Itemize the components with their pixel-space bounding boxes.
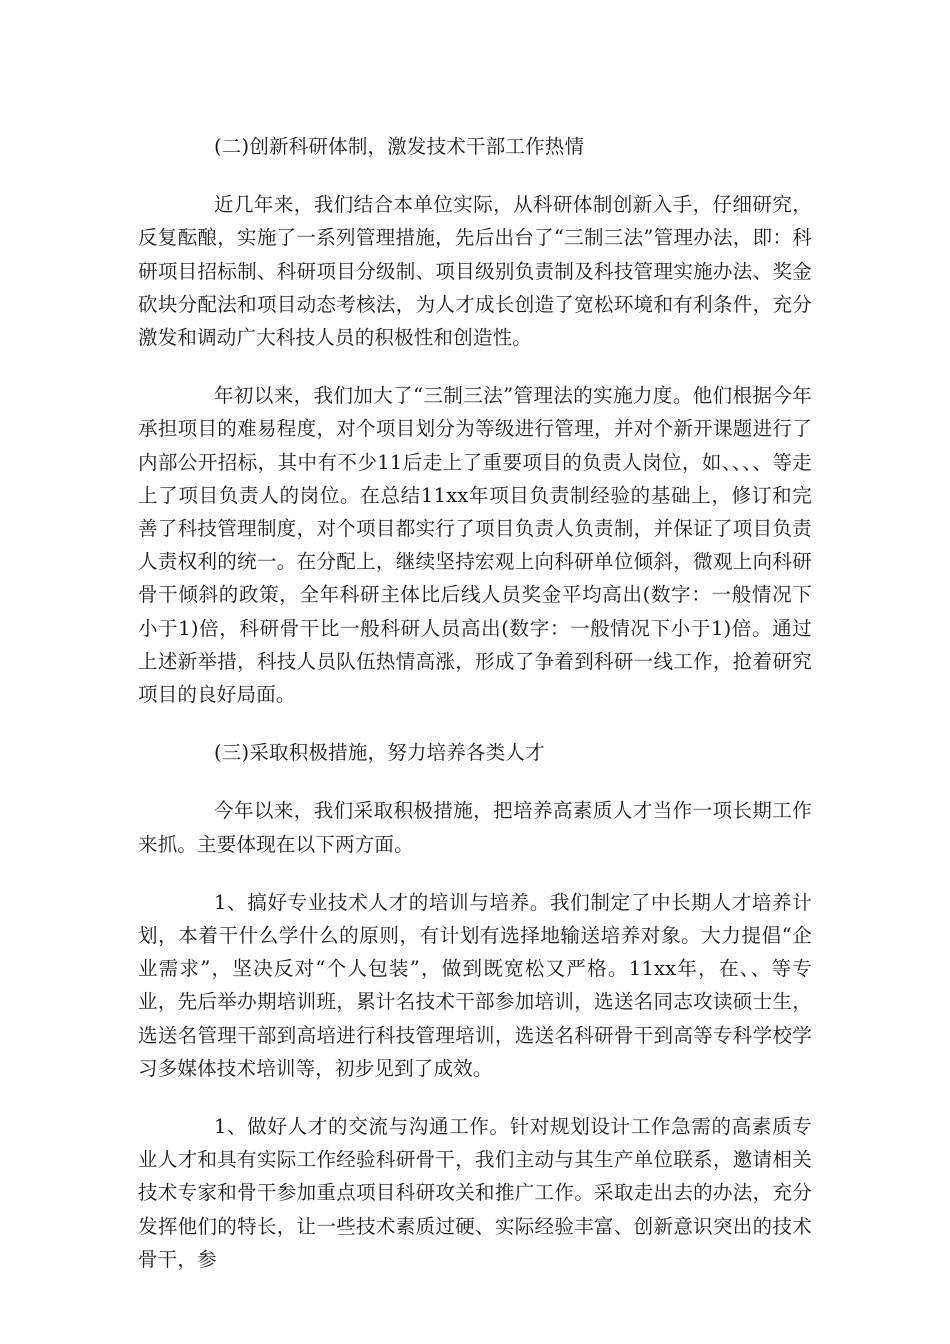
paragraph-4: 1、搞好专业技术人才的培训与培养。我们制定了中长期人才培养计划，本着干什么学什么的原则，有计划有选择地输送培养对象。大力提倡“企业需求”，坚决反对“个人包装”，做到既宽松又严格。11xx年，在、、等专业，先后举办期培训班，累计名技术干部参加培训，选送名同志攻读硕士生，选送名管理干部到高培进行科技管理培训，选送名科研骨干到高等专科学校学习多媒体技术培训等，初步见到了成效。 xyxy=(138,890,812,1080)
section-heading-2: (二)创新科研体制，激发技术干部工作热情 xyxy=(214,135,585,158)
paragraph-5: 1、做好人才的交流与沟通工作。针对规划设计工作急需的高素质专业人才和具有实际工作经验科研骨干，我们主动与其生产单位联系，邀请相关技术专家和骨干参加重点项目科研攻关和推广工作。采取走出去的办法，充分发挥他们的特长，让一些技术素质过硬、实际经验丰富、创新意识突出的技术骨干，参 xyxy=(138,1115,812,1271)
document-body xyxy=(138,130,812,1301)
paragraph-3: 今年以来，我们采取积极措施，把培养高素质人才当作一项长期工作来抓。主要体现在以下两方面。 xyxy=(138,799,812,856)
paragraph-1: 近几年来，我们结合本单位实际，从科研体制创新入手，仔细研究，反复酝酿，实施了一系列管理措施，先后出台了“三制三法”管理办法，即：科研项目招标制、科研项目分级制、项目级别负责制及科技管理实施办法、奖金砍块分配法和项目动态考核法，为人才成长创造了宽松环境和有利条件，充分激发和调动广大科技人员的积极性和创造性。 xyxy=(138,193,812,350)
paragraph-2: 年初以来，我们加大了“三制三法”管理法的实施力度。他们根据今年承担项目的难易程度，对个项目划分为等级进行管理，并对个新开课题进行了内部公开招标，其中有不少11后走上了重要项目的负责人岗位，如、、、、等走上了项目负责人的岗位。在总结11xx年项目负责制经验的基础上，修订和完善了科技管理制度，对个项目都实行了项目负责人负责制，并保证了项目负责人责权利的统一。在分配上，继续坚持宏观上向科研单位倾斜，微观上向科研骨干倾斜的政策，全年科研主体比后线人员奖金平均高出(数字：一般情况下小于1)倍，科研骨干比一般科研人员高出(数字：一般情况下小于1)倍。通过上述新举措，科技人员队伍热情高涨，形成了争着到科研一线工作，抢着研究项目的良好局面。 xyxy=(138,384,812,707)
section-heading-3: (三)采取积极措施，努力培养各类人才 xyxy=(214,741,545,765)
